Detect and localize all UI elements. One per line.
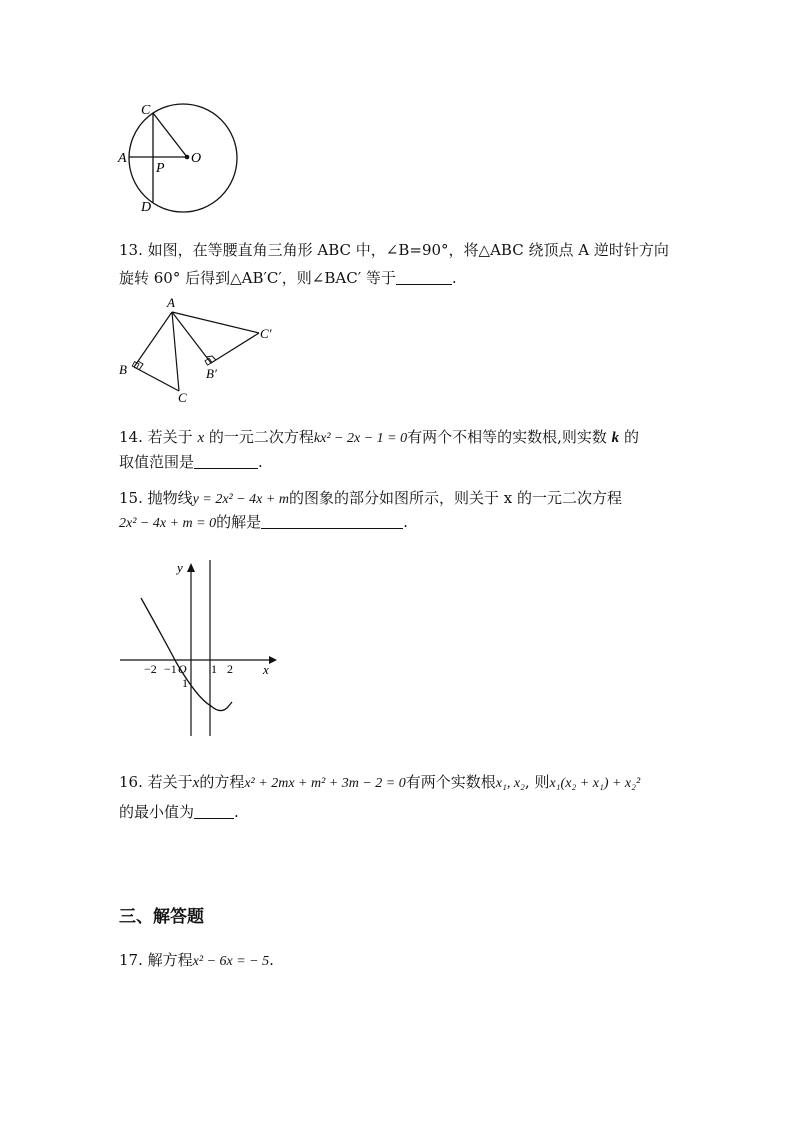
q14-line2-text: 取值范围是 <box>119 453 195 471</box>
segment-bc <box>134 367 179 391</box>
segment-co <box>153 113 187 157</box>
q13-text-line1: 如图，在等腰直角三角形 ABC 中，∠B=90°，将△ABC 绕顶点 A 逆时针方向 <box>147 241 669 259</box>
q16-number: 16. <box>119 773 143 791</box>
tick-label-y1: 1 <box>182 676 188 690</box>
q15-equation2: 2x² − 4x + m = 0 <box>119 516 217 531</box>
q14-text-pre: 若关于 <box>147 428 193 446</box>
label-b: B <box>119 362 127 377</box>
q15-text-post: 的图象的部分如图所示，则关于 x 的一元二次方程 <box>288 489 622 507</box>
q13-number: 13. <box>119 241 143 259</box>
y-axis-label: y <box>177 560 183 575</box>
parabola-curve <box>141 598 232 711</box>
q15-period: . <box>403 513 408 531</box>
center-point <box>185 155 190 160</box>
y-axis-arrow <box>187 563 195 572</box>
q13-line2 <box>119 268 457 288</box>
q14-text-post: 有两个不相等的实数根,则实数 <box>407 428 607 446</box>
x-axis-label: x <box>263 662 269 677</box>
label-a: A <box>118 151 127 166</box>
label-p: P <box>156 161 165 176</box>
q17-number: 17. <box>119 951 143 969</box>
tick-label-neg1: −1 <box>164 662 177 676</box>
q14-equation: kx² − 2x − 1 = 0 <box>313 431 408 446</box>
q16-line2 <box>119 802 239 822</box>
q13-text-line2: 旋转 60° 后得到△AB′C′，则∠BAC′ 等于 <box>119 269 396 287</box>
q14-line2 <box>119 452 263 472</box>
right-angle-mark-b <box>138 361 143 370</box>
q15-number: 15. <box>119 489 143 507</box>
circle-figure <box>115 98 245 216</box>
label-b-prime: B′ <box>206 366 217 381</box>
q14-text-end: 的 <box>623 428 639 446</box>
q13-line1 <box>119 240 669 260</box>
q16-line1 <box>119 772 640 794</box>
circle-o <box>129 104 237 212</box>
label-c-prime: C′ <box>260 326 272 341</box>
q16-expression: x₁(x₂ + x₁) + x₂² <box>549 776 641 791</box>
q14-period: . <box>258 453 263 471</box>
x-axis-arrow <box>269 656 277 664</box>
q17-text-pre: 解方程 <box>147 951 193 969</box>
q15-equation1: y = 2x² − 4x + m <box>192 492 289 507</box>
q17-period: . <box>269 951 274 969</box>
segment-ab <box>134 312 172 367</box>
q16-equation: x² + 2mx + m² + 3m − 2 = 0 <box>244 776 406 791</box>
q15-line2-mid: 的解是 <box>216 513 262 531</box>
q16-text-pre: 若关于 <box>147 773 193 791</box>
q14-var-k: k <box>611 430 620 446</box>
label-o: O <box>191 151 202 166</box>
q16-var-x: x <box>192 775 200 791</box>
q16-line2-text: 的最小值为 <box>119 803 195 821</box>
q16-text-post: 有两个实数根 <box>405 773 496 791</box>
q16-period: . <box>234 803 239 821</box>
q14-number: 14. <box>119 428 143 446</box>
segment-ac <box>172 312 179 391</box>
q16-answer-blank[interactable] <box>194 804 234 819</box>
tick-label-1: 1 <box>211 662 217 676</box>
origin-label: O <box>178 662 187 676</box>
tick-label-neg2: −2 <box>144 662 157 676</box>
parabola-graph <box>115 556 285 741</box>
q16-text-mid: 的方程 <box>199 773 245 791</box>
q16-text-then: , 则 <box>524 773 550 791</box>
label-c: C <box>141 103 151 118</box>
q15-line1 <box>119 488 622 510</box>
q14-text-mid: 的一元二次方程 <box>208 428 314 446</box>
segment-b-prime-c-prime <box>211 333 259 363</box>
q14-var-x: x <box>197 430 205 446</box>
tick-label-2: 2 <box>227 662 233 676</box>
section-heading: 三、解答题 <box>119 907 204 927</box>
label-c: C <box>178 390 187 405</box>
q17-equation: x² − 6x = − 5 <box>192 954 270 969</box>
q15-line2 <box>119 512 408 534</box>
q13-answer-blank[interactable] <box>396 270 452 285</box>
label-a: A <box>167 295 175 310</box>
q14-line1 <box>119 427 639 449</box>
q13-period: . <box>451 269 457 287</box>
q15-text-pre: 抛物线 <box>147 489 193 507</box>
triangle-rotation-figure <box>115 294 285 406</box>
q16-roots: x₁, x₂ <box>495 776 525 791</box>
q15-answer-blank[interactable] <box>261 514 403 529</box>
label-d: D <box>141 200 152 215</box>
q14-answer-blank[interactable] <box>194 454 258 469</box>
q17-line <box>119 950 274 972</box>
